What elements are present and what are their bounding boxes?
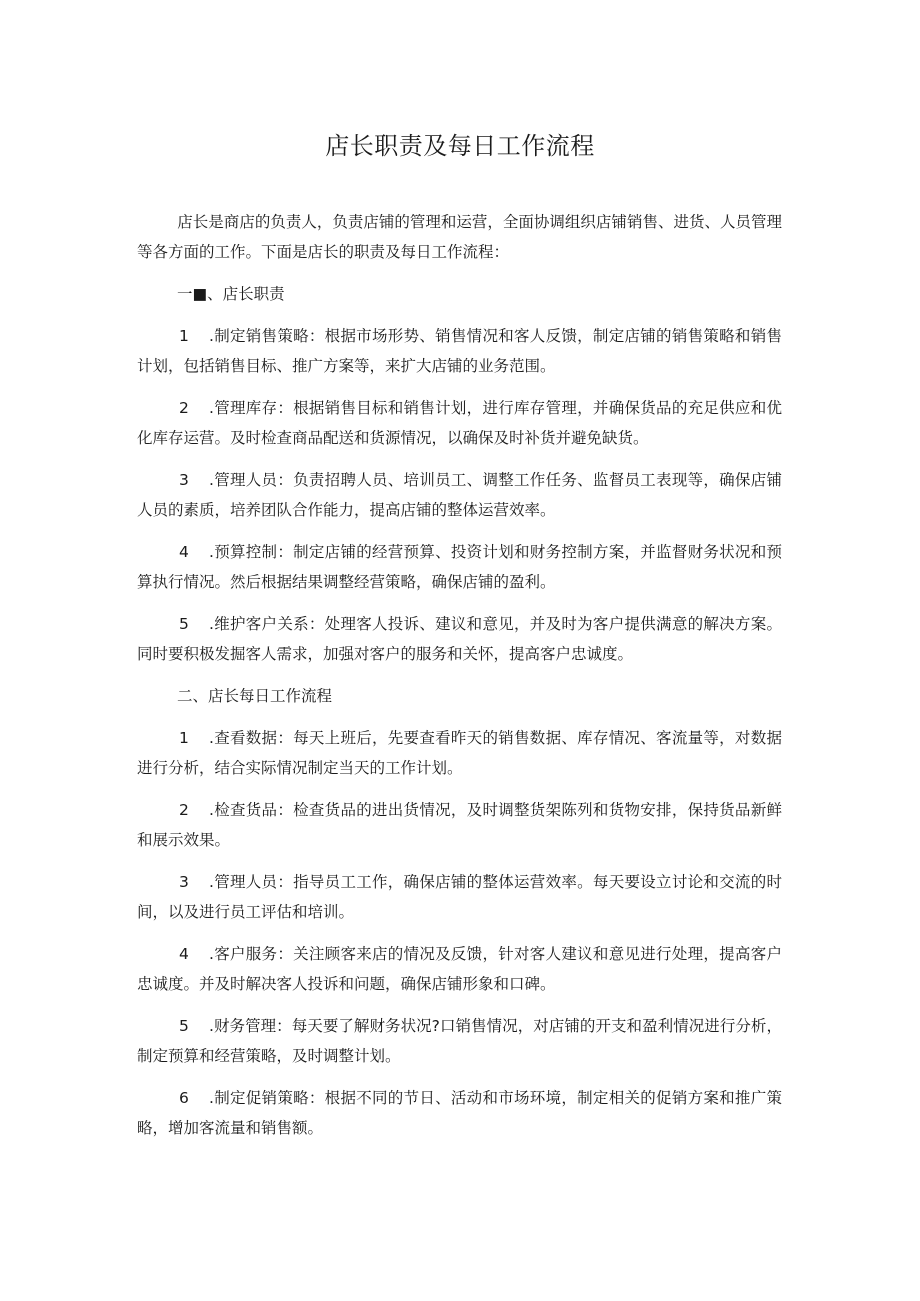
item-number: 1 (179, 729, 189, 747)
list-item (137, 795, 782, 855)
item-number: 4 (179, 945, 189, 963)
item-number: 5 (179, 1017, 189, 1035)
item-number: 3 (179, 471, 189, 489)
list-item (137, 393, 782, 453)
item-number: 1 (179, 327, 189, 345)
list-item (137, 939, 782, 999)
item-number: 3 (179, 873, 189, 891)
list-item (137, 321, 782, 381)
item-number: 6 (179, 1089, 189, 1107)
intro-paragraph: 店长是商店的负责人，负责店铺的管理和运营，全面协调组织店铺销售、进货、人员管理等各方面的工作。下面是店长的职责及每日工作流程： (137, 213, 782, 261)
item-text: .预算控制：制定店铺的经营预算、投资计划和财务控制方案，并监督财务状况和预算执行情况。然后根据结果调整经营策略，确保店铺的盈利。 (137, 543, 782, 591)
list-item (137, 465, 782, 525)
item-number: 5 (179, 615, 189, 633)
list-item (137, 867, 782, 927)
list-item (137, 609, 782, 669)
list-item (137, 723, 782, 783)
list-item (137, 1011, 782, 1071)
item-text: .维护客户关系：处理客人投诉、建议和意见，并及时为客户提供满意的解决方案。同时要积极发掘客人需求，加强对客户的服务和关怀，提高客户忠诚度。 (137, 615, 782, 663)
page-title: 店长职责及每日工作流程 (325, 132, 595, 160)
item-number: 2 (179, 399, 189, 417)
list-item (137, 1083, 782, 1143)
document-body (137, 207, 782, 1155)
item-text: .管理库存：根据销售目标和销售计划，进行库存管理，并确保货品的充足供应和优化库存运营。及时检查商品配送和货源情况，以确保及时补货并避免缺货。 (137, 399, 782, 447)
item-text: .查看数据：每天上班后，先要查看昨天的销售数据、库存情况、客流量等，对数据进行分析，结合实际情况制定当天的工作计划。 (137, 729, 782, 777)
item-text: .管理人员：指导员工工作，确保店铺的整体运营效率。每天要设立讨论和交流的时间，以及进行员工评估和培训。 (137, 873, 782, 921)
list-item (137, 537, 782, 597)
item-text: .制定促销策略：根据不同的节日、活动和市场环境，制定相关的促销方案和推广策略，增加客流量和销售额。 (137, 1089, 782, 1137)
item-text: .制定销售策略：根据市场形势、销售情况和客人反馈，制定店铺的销售策略和销售计划，包括销售目标、推广方案等，来扩大店铺的业务范围。 (137, 327, 782, 375)
item-text: .财务管理：每天要了解财务状况?口销售情况，对店铺的开支和盈利情况进行分析，制定预算和经营策略，及时调整计划。 (137, 1017, 782, 1065)
section-heading-duties: 一■、店长职责 (177, 285, 285, 303)
item-text: .客户服务：关注顾客来店的情况及反馈，针对客人建议和意见进行处理，提高客户忠诚度。并及时解决客人投诉和问题，确保店铺形象和口碑。 (137, 945, 782, 993)
item-number: 2 (179, 801, 189, 819)
section-heading-daily-workflow: 二、店长每日工作流程 (177, 687, 333, 705)
item-text: .检查货品：检查货品的进出货情况，及时调整货架陈列和货物安排，保持货品新鲜和展示效果。 (137, 801, 782, 849)
item-number: 4 (179, 543, 189, 561)
item-text: .管理人员：负责招聘人员、培训员工、调整工作任务、监督员工表现等，确保店铺人员的素质，培养团队合作能力，提高店铺的整体运营效率。 (137, 471, 782, 519)
